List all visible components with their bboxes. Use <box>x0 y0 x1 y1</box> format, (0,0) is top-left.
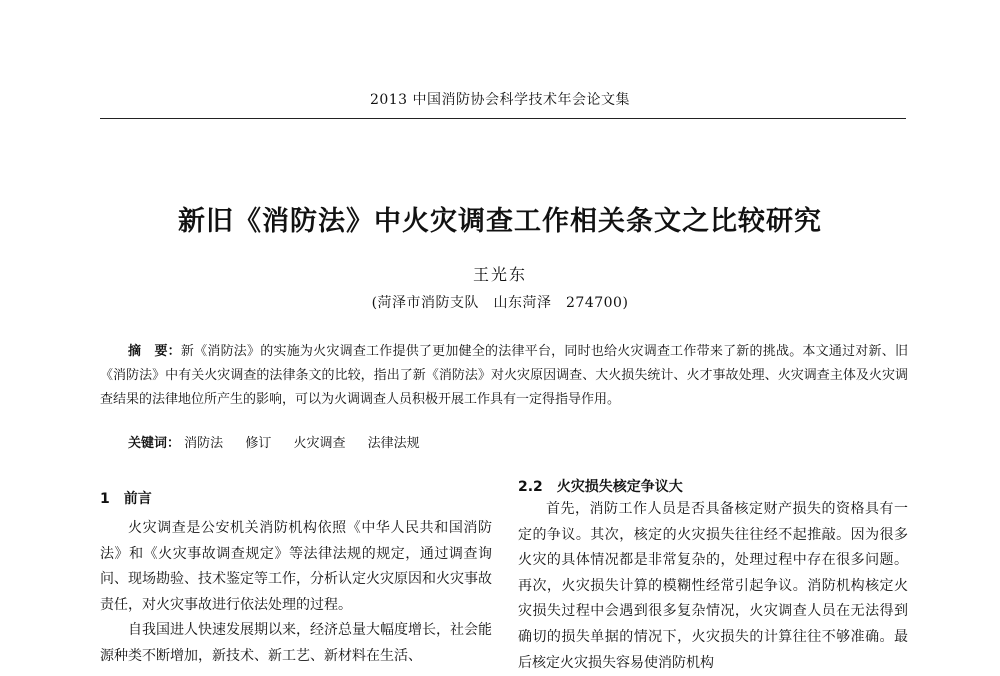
keyword: 火灾调查 <box>293 436 346 451</box>
section-heading-introduction: 1 前言 <box>100 491 152 507</box>
keyword: 消防法 <box>184 436 224 451</box>
author-name: 王光东 <box>472 265 527 284</box>
body-paragraph: 自我国进人快速发展期以来，经济总量大幅度增长，社会能源种类不断增加，新技术、新工艺、新材料在生活、 <box>100 622 492 664</box>
keywords-label: 关键词： <box>128 436 181 451</box>
body-paragraph: 首先，消防工作人员是否具备核定财产损失的资格具有一定的争议。其次，核定的火灾损失往往经不起推敲。因为很多火灾的具体情况都是非常复杂的，处理过程中存在很多问题。再次，火灾损失计算的模糊性经常引起争议。消防机构核定火灾损失过程中会遇到很多复杂情况，火灾调查人员在无法得到确切的损失单据的情况下，火灾损失的计算往往不够准确。最后核定火灾损失容易使消防机构 <box>518 501 908 671</box>
right-column <box>518 497 908 676</box>
body-paragraph: 火灾调查是公安机关消防机构依照《中华人民共和国消防法》和《火灾事故调查规定》等法律法规的规定，通过调查询问、现场勘验、技术鉴定等工作，分析认定火灾原因和火灾事故责任，对火灾事故进行依法处理的过程。 <box>100 520 492 613</box>
keyword: 修订 <box>245 436 272 451</box>
keywords <box>128 432 908 456</box>
abstract-text: 新《消防法》的实施为火灾调查工作提供了更加健全的法律平台，同时也给火灾调查工作带来了新的挑战。本文通过对新、旧《消防法》中有关火灾调查的法律条文的比较，指出了新《消防法》对火灾原因调查、大火损失统计、火才事故处理、火灾调查主体及火灾调查结果的法律地位所产生的影响，可以为火调调查人员积极开展工作具有一定得指导作用。 <box>100 344 908 407</box>
running-header: 2013 中国消防协会科学技术年会论文集 <box>369 92 631 108</box>
left-column <box>100 516 492 670</box>
abstract-label: 摘 要： <box>128 344 181 359</box>
keyword: 法律法规 <box>367 436 420 451</box>
section-heading-fire-loss: 2.2 火灾损失核定争议大 <box>518 479 683 495</box>
paper-title: 新旧《消防法》中火灾调查工作相关条文之比较研究 <box>178 206 822 237</box>
header-rule <box>100 118 906 119</box>
author-affiliation: (菏泽市消防支队 山东菏泽 274700) <box>371 295 629 311</box>
abstract <box>100 340 908 412</box>
